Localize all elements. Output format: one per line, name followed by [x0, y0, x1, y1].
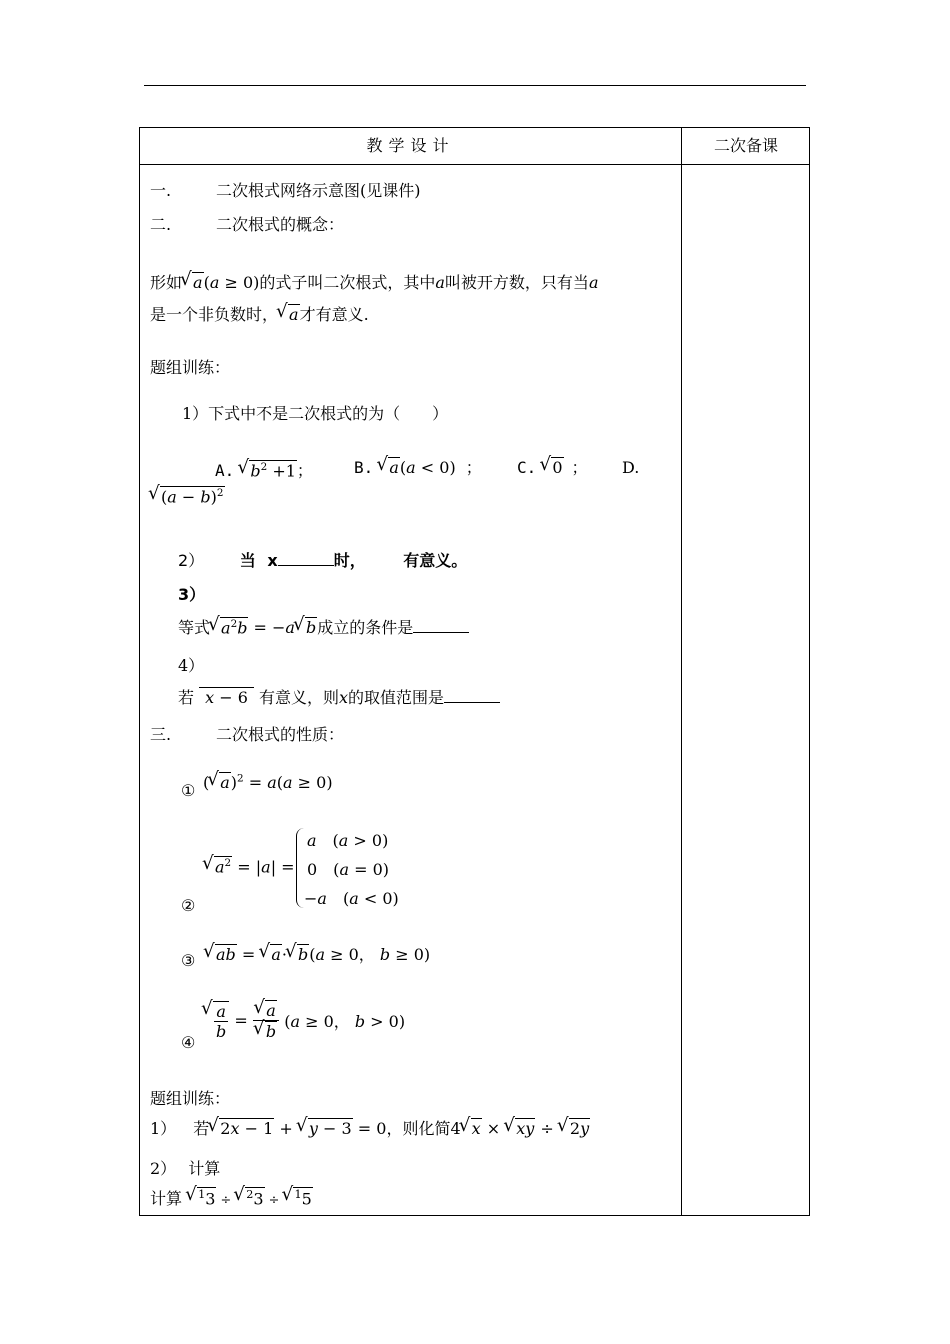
concept-text-d: 是一个非负数时， [150, 305, 279, 324]
question-1-option-a: A. √ $b^2 +1$； [215, 458, 313, 481]
question-3: 等式√ $a^2b = -a√$ b成立的条件是 [178, 615, 469, 638]
concept-text-b: 的式子叫二次根式，其中 [259, 273, 436, 292]
drill-2-title: 题组训练： [150, 1089, 231, 1108]
concept-line-1 [150, 270, 598, 293]
question-1-option-b: B. √ a(a < 0) ； [354, 455, 482, 478]
formula-a-2: a [588, 273, 599, 292]
header-teaching-design: 教学设计 [366, 136, 455, 155]
question-1-option-c: C. √ 0 ； [517, 455, 588, 478]
concept-text-c: 叫被开方数，只有当 [444, 273, 589, 292]
property-3-formula: √ ab = √ a·√ b(a ≥ 0， b ≥ 0) [205, 942, 430, 965]
question-1-stem: 1）下式中不是二次根式的为（ ） [182, 404, 449, 423]
question-1-option-d: √ $(a - b)^2$ [150, 486, 225, 506]
property-2-marker: ② [181, 896, 196, 915]
column-divider [681, 128, 682, 1215]
section-3-title: 二次根式的性质： [216, 725, 345, 744]
question-4: 若 x − 6 有意义，则x的取值范围是 [178, 685, 500, 708]
concept-text-a: 形如 [150, 273, 183, 292]
formula-a: a [435, 273, 445, 292]
concept-line-2 [150, 302, 369, 325]
section-2-number: 二. [150, 215, 172, 234]
section-1-title: 二次根式网络示意图(见课件) [216, 181, 421, 200]
property-1-marker: ① [181, 781, 196, 800]
property-2-case-1: a (a > 0) [307, 831, 389, 850]
property-4-marker: ④ [181, 1033, 196, 1052]
drill-2-question-1: 1） 若√ 2x − 1 + √ y − 3 = 0，则化简4√ x × √ xy ÷ √ 2y [150, 1116, 590, 1139]
formula-sqrt-a-nonneg: √ a(a ≥ 0) [182, 273, 259, 292]
property-1-formula: (√ a)$^2$ = a(a ≥ 0) [203, 772, 333, 792]
question-2: 2） 当 x 时， 有意义。 [178, 551, 468, 570]
section-2-title: 二次根式的概念： [216, 215, 345, 234]
question-1-option-d-label: D. [622, 458, 640, 477]
header-rule [144, 85, 806, 86]
drill-2-question-2: 2） 计算 [150, 1159, 221, 1178]
question-3-number: 3） [178, 585, 206, 604]
property-4-formula: √ $\frac{a}{b}$ = √ a √ b (a ≥ 0， b > 0) [203, 1000, 405, 1041]
drill-2-question-2-expression: 计算 √ $^1$3 ÷ √ $^2$3 ÷ √ $^1$5 [150, 1186, 313, 1209]
formula-sqrt-a: √ a [278, 305, 300, 324]
header-row-divider [140, 164, 809, 165]
section-1-number: 一. [150, 181, 172, 200]
property-3-marker: ③ [181, 951, 196, 970]
drill-1-title: 题组训练： [150, 358, 231, 377]
property-2-formula-left: √ $a^2 = |a|$ = [204, 856, 295, 876]
property-2-case-3: −a (a < 0) [304, 889, 399, 908]
header-second-prep: 二次备课 [713, 136, 778, 155]
concept-text-e: 才有意义. [299, 305, 369, 324]
question-4-number: 4） [178, 656, 205, 675]
property-2-case-2: 0 (a = 0) [307, 860, 389, 879]
section-3-number: 三. [150, 725, 172, 744]
